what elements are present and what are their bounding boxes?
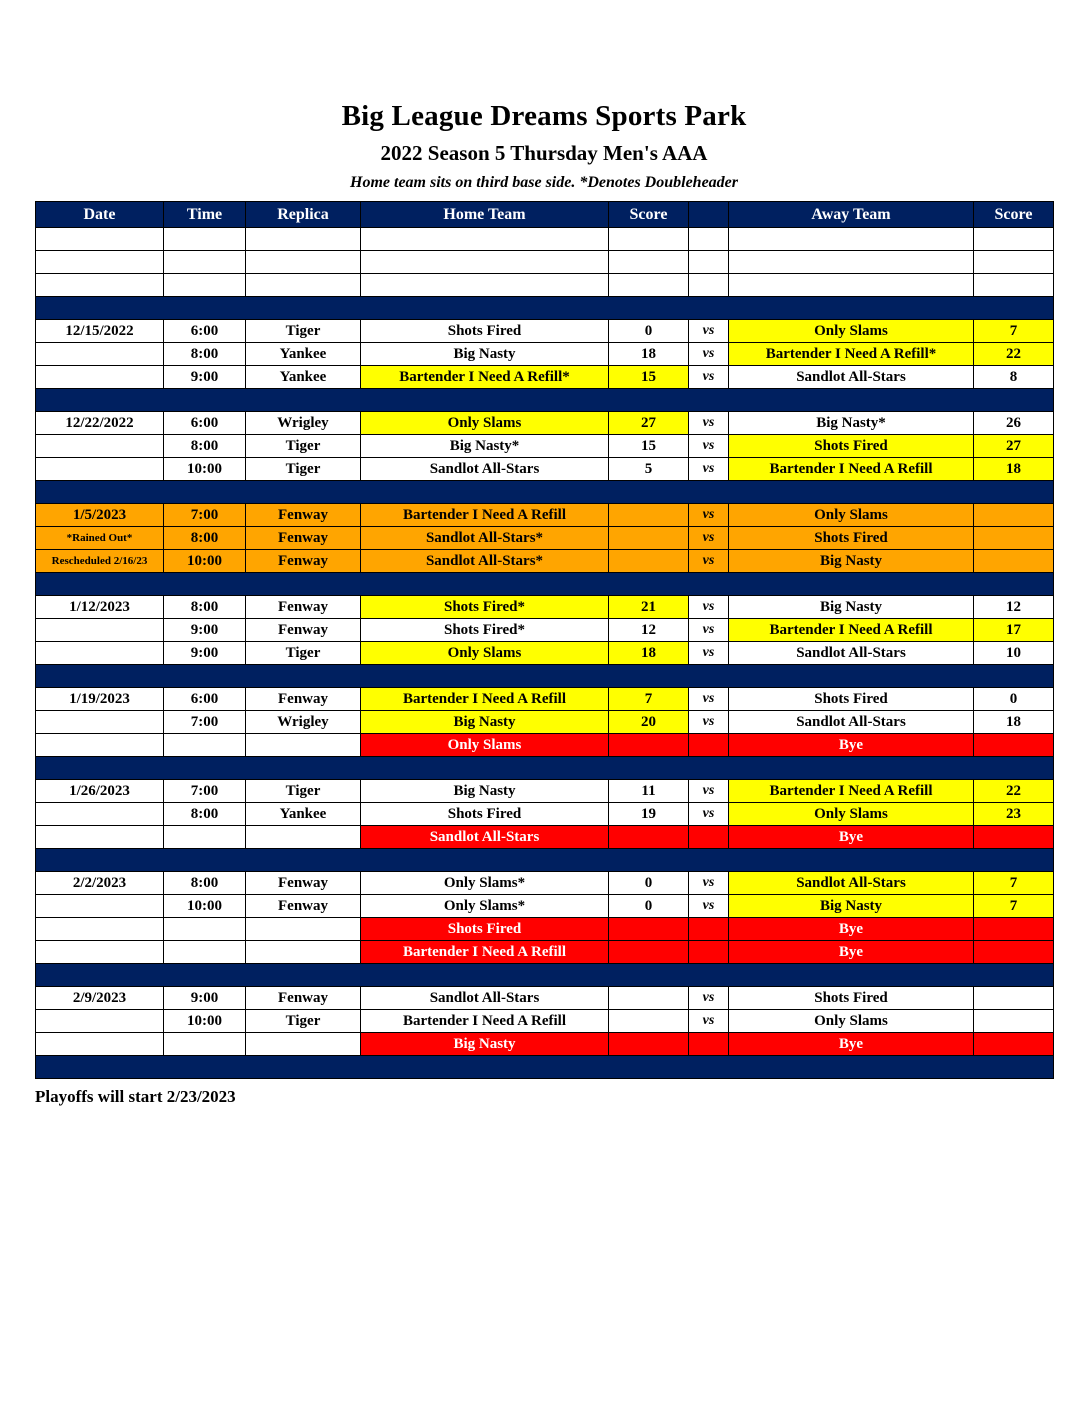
home-team-cell: Shots Fired [361,918,609,941]
time-cell: 7:00 [164,504,246,527]
bye-row [36,918,1054,941]
empty-cell [609,251,689,274]
home-score-cell [609,1010,689,1033]
replica-cell: Fenway [246,527,361,550]
away-team-cell: Sandlot All-Stars [729,366,974,389]
vs-cell [689,734,729,757]
vs-cell: vs [689,872,729,895]
vs-cell: vs [689,780,729,803]
separator-cell [36,297,1054,320]
date-cell [36,642,164,665]
time-cell: 9:00 [164,366,246,389]
home-score-cell [609,987,689,1010]
col-header-date: Date [36,202,164,228]
col-header-replica: Replica [246,202,361,228]
empty-cell [246,228,361,251]
home-score-cell: 18 [609,343,689,366]
separator-cell [36,481,1054,504]
replica-cell: Yankee [246,366,361,389]
time-cell: 8:00 [164,872,246,895]
date-cell [36,1033,164,1056]
vs-cell: vs [689,619,729,642]
vs-cell: vs [689,550,729,573]
home-score-cell: 20 [609,711,689,734]
away-team-cell: Bartender I Need A Refill [729,780,974,803]
home-score-cell [609,734,689,757]
separator-cell [36,573,1054,596]
date-cell [36,366,164,389]
separator-cell [36,1056,1054,1079]
replica-cell: Tiger [246,458,361,481]
empty-cell [609,228,689,251]
time-cell: 9:00 [164,619,246,642]
replica-cell: Fenway [246,688,361,711]
separator-cell [36,757,1054,780]
time-cell [164,941,246,964]
home-team-cell: Bartender I Need A Refill [361,688,609,711]
home-team-cell: Shots Fired* [361,596,609,619]
vs-cell: vs [689,895,729,918]
home-score-cell: 7 [609,688,689,711]
time-cell: 9:00 [164,987,246,1010]
date-cell: 12/15/2022 [36,320,164,343]
time-cell: 6:00 [164,320,246,343]
replica-cell: Fenway [246,504,361,527]
bye-row [36,826,1054,849]
separator-cell [36,964,1054,987]
game-row [36,458,1054,481]
home-team-cell: Big Nasty [361,1033,609,1056]
date-cell: *Rained Out* [36,527,164,550]
empty-cell [689,274,729,297]
table-header [36,202,1054,228]
replica-cell: Yankee [246,803,361,826]
away-score-cell: 26 [974,412,1054,435]
date-cell [36,734,164,757]
vs-cell [689,918,729,941]
away-team-cell: Sandlot All-Stars [729,711,974,734]
home-score-cell: 5 [609,458,689,481]
home-team-cell: Only Slams [361,412,609,435]
time-cell: 10:00 [164,895,246,918]
separator-row [36,297,1054,320]
empty-cell [164,251,246,274]
game-row [36,596,1054,619]
col-header-away-score: Score [974,202,1054,228]
home-score-cell: 15 [609,366,689,389]
away-score-cell: 7 [974,872,1054,895]
empty-cell [689,228,729,251]
home-team-cell: Shots Fired [361,803,609,826]
game-row [36,895,1054,918]
replica-cell: Fenway [246,987,361,1010]
replica-cell [246,1033,361,1056]
home-team-cell: Big Nasty [361,711,609,734]
time-cell: 8:00 [164,343,246,366]
away-team-cell: Only Slams [729,1010,974,1033]
date-cell [36,1010,164,1033]
away-score-cell: 17 [974,619,1054,642]
replica-cell: Wrigley [246,412,361,435]
replica-cell [246,826,361,849]
empty-cell [974,274,1054,297]
away-team-cell: Bartender I Need A Refill* [729,343,974,366]
vs-cell: vs [689,412,729,435]
time-cell: 8:00 [164,527,246,550]
vs-cell: vs [689,343,729,366]
away-team-cell: Big Nasty [729,550,974,573]
game-row [36,435,1054,458]
replica-cell: Fenway [246,619,361,642]
away-score-cell [974,826,1054,849]
game-row [36,343,1054,366]
game-row [36,872,1054,895]
home-score-cell: 27 [609,412,689,435]
vs-cell [689,941,729,964]
away-score-cell [974,734,1054,757]
bye-row [36,734,1054,757]
separator-row [36,481,1054,504]
empty-cell [974,251,1054,274]
home-score-cell [609,1033,689,1056]
home-score-cell: 0 [609,895,689,918]
date-cell: 2/9/2023 [36,987,164,1010]
time-cell [164,826,246,849]
empty-cell [974,228,1054,251]
game-row [36,366,1054,389]
date-cell [36,826,164,849]
away-score-cell [974,918,1054,941]
date-cell [36,895,164,918]
game-row [36,688,1054,711]
game-row [36,504,1054,527]
vs-cell: vs [689,803,729,826]
away-team-cell: Bye [729,734,974,757]
time-cell [164,918,246,941]
home-score-cell [609,941,689,964]
away-score-cell: 18 [974,458,1054,481]
col-header-home-score: Score [609,202,689,228]
date-cell [36,941,164,964]
date-cell: 1/5/2023 [36,504,164,527]
empty-row [36,274,1054,297]
away-team-cell: Bartender I Need A Refill [729,458,974,481]
separator-row [36,389,1054,412]
away-score-cell [974,504,1054,527]
away-team-cell: Big Nasty [729,895,974,918]
away-team-cell: Only Slams [729,504,974,527]
date-cell [36,619,164,642]
home-score-cell: 0 [609,320,689,343]
col-header-vs [689,202,729,228]
home-score-cell: 21 [609,596,689,619]
empty-cell [36,228,164,251]
replica-cell: Wrigley [246,711,361,734]
home-team-cell: Bartender I Need A Refill [361,504,609,527]
home-score-cell [609,918,689,941]
vs-cell: vs [689,435,729,458]
home-team-cell: Only Slams* [361,895,609,918]
vs-cell: vs [689,642,729,665]
home-team-cell: Bartender I Need A Refill [361,1010,609,1033]
empty-cell [361,251,609,274]
vs-cell: vs [689,504,729,527]
away-team-cell: Only Slams [729,803,974,826]
home-team-cell: Sandlot All-Stars* [361,527,609,550]
empty-cell [246,274,361,297]
empty-cell [729,251,974,274]
date-cell: 12/22/2022 [36,412,164,435]
home-team-cell: Only Slams [361,642,609,665]
away-team-cell: Only Slams [729,320,974,343]
separator-row [36,757,1054,780]
time-cell: 8:00 [164,435,246,458]
away-score-cell: 7 [974,895,1054,918]
empty-cell [361,274,609,297]
away-score-cell [974,1010,1054,1033]
away-score-cell: 0 [974,688,1054,711]
away-score-cell: 7 [974,320,1054,343]
time-cell: 7:00 [164,711,246,734]
game-row [36,619,1054,642]
empty-cell [729,228,974,251]
separator-cell [36,665,1054,688]
replica-cell: Tiger [246,435,361,458]
page-subtitle: 2022 Season 5 Thursday Men's AAA [380,141,708,165]
home-score-cell: 18 [609,642,689,665]
empty-cell [729,274,974,297]
empty-cell [36,251,164,274]
away-team-cell: Bartender I Need A Refill [729,619,974,642]
table-body [36,228,1054,1079]
home-score-cell: 11 [609,780,689,803]
home-team-cell: Bartender I Need A Refill* [361,366,609,389]
replica-cell: Yankee [246,343,361,366]
time-cell [164,1033,246,1056]
home-team-cell: Sandlot All-Stars [361,987,609,1010]
away-score-cell: 23 [974,803,1054,826]
away-team-cell: Sandlot All-Stars [729,872,974,895]
away-team-cell: Sandlot All-Stars [729,642,974,665]
home-score-cell: 12 [609,619,689,642]
date-cell [36,435,164,458]
home-score-cell [609,550,689,573]
replica-cell: Fenway [246,872,361,895]
empty-cell [609,274,689,297]
home-team-cell: Shots Fired [361,320,609,343]
time-cell: 10:00 [164,1010,246,1033]
away-score-cell: 18 [974,711,1054,734]
away-score-cell [974,550,1054,573]
vs-cell: vs [689,1010,729,1033]
home-score-cell [609,826,689,849]
empty-cell [361,228,609,251]
away-team-cell: Big Nasty [729,596,974,619]
date-cell [36,918,164,941]
date-cell: 1/19/2023 [36,688,164,711]
replica-cell: Tiger [246,320,361,343]
bye-row [36,1033,1054,1056]
date-cell: Rescheduled 2/16/23 [36,550,164,573]
away-score-cell [974,987,1054,1010]
game-row [36,527,1054,550]
replica-cell: Fenway [246,550,361,573]
page-title: Big League Dreams Sports Park [341,100,747,132]
away-team-cell: Shots Fired [729,435,974,458]
away-team-cell: Bye [729,826,974,849]
home-score-cell: 15 [609,435,689,458]
empty-cell [164,228,246,251]
time-cell: 6:00 [164,688,246,711]
time-cell: 7:00 [164,780,246,803]
bye-row [36,941,1054,964]
time-cell: 8:00 [164,596,246,619]
date-cell [36,803,164,826]
away-score-cell [974,941,1054,964]
game-row [36,1010,1054,1033]
game-row [36,642,1054,665]
vs-cell: vs [689,458,729,481]
replica-cell [246,941,361,964]
home-team-cell: Big Nasty [361,780,609,803]
game-row [36,987,1054,1010]
replica-cell: Tiger [246,1010,361,1033]
separator-row [36,849,1054,872]
separator-row [36,573,1054,596]
time-cell: 9:00 [164,642,246,665]
vs-cell [689,826,729,849]
home-team-cell: Big Nasty [361,343,609,366]
vs-cell: vs [689,711,729,734]
time-cell: 6:00 [164,412,246,435]
home-team-cell: Sandlot All-Stars [361,826,609,849]
empty-row [36,251,1054,274]
home-score-cell [609,527,689,550]
replica-cell: Fenway [246,895,361,918]
home-score-cell: 0 [609,872,689,895]
replica-cell: Tiger [246,642,361,665]
away-team-cell: Shots Fired [729,688,974,711]
game-row [36,550,1054,573]
time-cell: 10:00 [164,458,246,481]
separator-row [36,964,1054,987]
home-team-cell: Only Slams [361,734,609,757]
header-row [36,202,1054,228]
away-score-cell: 8 [974,366,1054,389]
away-score-cell: 27 [974,435,1054,458]
vs-cell: vs [689,366,729,389]
vs-cell: vs [689,596,729,619]
home-score-cell [609,504,689,527]
date-cell: 1/26/2023 [36,780,164,803]
vs-cell: vs [689,527,729,550]
col-header-away-team: Away Team [729,202,974,228]
home-team-cell: Bartender I Need A Refill [361,941,609,964]
home-team-cell: Sandlot All-Stars* [361,550,609,573]
vs-cell: vs [689,688,729,711]
away-score-cell: 10 [974,642,1054,665]
header-note: Home team sits on third base side. *Denotes Doubleheader [350,174,738,191]
away-team-cell: Bye [729,941,974,964]
date-cell: 2/2/2023 [36,872,164,895]
home-score-cell: 19 [609,803,689,826]
separator-cell [36,389,1054,412]
empty-cell [164,274,246,297]
away-score-cell [974,1033,1054,1056]
game-row [36,711,1054,734]
empty-cell [36,274,164,297]
date-cell [36,458,164,481]
col-header-home-team: Home Team [361,202,609,228]
away-score-cell: 22 [974,780,1054,803]
separator-row [36,665,1054,688]
replica-cell: Tiger [246,780,361,803]
separator-row [36,1056,1054,1079]
time-cell [164,734,246,757]
playoffs-note: Playoffs will start 2/23/2023 [35,1087,236,1106]
replica-cell: Fenway [246,596,361,619]
vs-cell: vs [689,320,729,343]
col-header-time: Time [164,202,246,228]
separator-cell [36,849,1054,872]
vs-cell [689,1033,729,1056]
time-cell: 10:00 [164,550,246,573]
date-cell [36,711,164,734]
home-team-cell: Big Nasty* [361,435,609,458]
game-row [36,320,1054,343]
away-team-cell: Big Nasty* [729,412,974,435]
game-row [36,803,1054,826]
away-score-cell [974,527,1054,550]
schedule-table [35,201,1054,1079]
away-team-cell: Shots Fired [729,987,974,1010]
game-row [36,412,1054,435]
time-cell: 8:00 [164,803,246,826]
replica-cell [246,918,361,941]
date-cell [36,343,164,366]
home-team-cell: Sandlot All-Stars [361,458,609,481]
away-team-cell: Shots Fired [729,527,974,550]
away-team-cell: Bye [729,918,974,941]
date-cell: 1/12/2023 [36,596,164,619]
game-row [36,780,1054,803]
replica-cell [246,734,361,757]
home-team-cell: Only Slams* [361,872,609,895]
away-score-cell: 12 [974,596,1054,619]
empty-cell [689,251,729,274]
away-score-cell: 22 [974,343,1054,366]
empty-row [36,228,1054,251]
home-team-cell: Shots Fired* [361,619,609,642]
vs-cell: vs [689,987,729,1010]
empty-cell [246,251,361,274]
away-team-cell: Bye [729,1033,974,1056]
